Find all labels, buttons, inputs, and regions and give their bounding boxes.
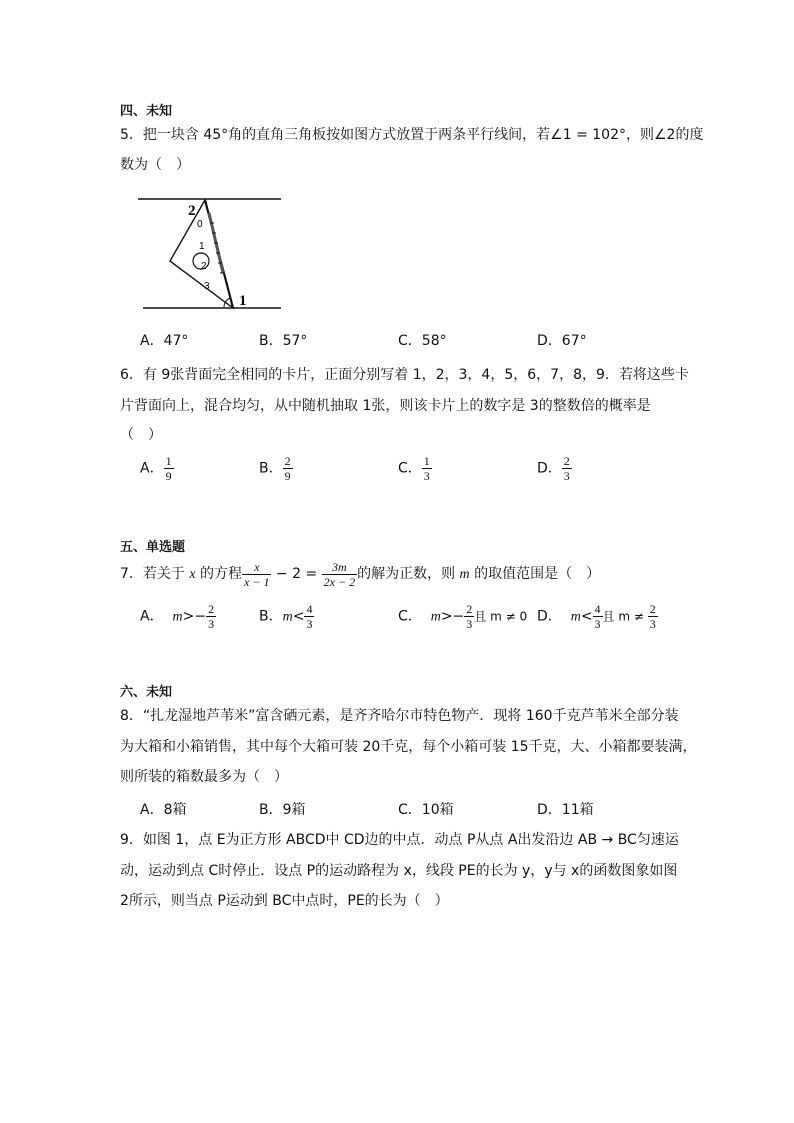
question-6-line-3: （ ） xyxy=(120,427,162,443)
relation: < xyxy=(580,608,593,625)
option-text: 10箱 xyxy=(421,802,454,818)
option-letter: D． xyxy=(537,460,562,477)
option-fraction: $\frac{4}{3}$ xyxy=(594,602,601,631)
option-b[interactable] xyxy=(259,330,307,350)
option-a[interactable] xyxy=(140,799,187,819)
math-var: m xyxy=(459,567,470,582)
relation: < xyxy=(292,608,305,625)
option-c[interactable] xyxy=(398,799,454,819)
option-letter: C． xyxy=(398,802,422,818)
right-triangle xyxy=(170,200,233,308)
option-letter: C． xyxy=(398,608,422,625)
option-letter: B． xyxy=(259,802,283,818)
option-letter: B． xyxy=(259,333,283,349)
option-d[interactable] xyxy=(537,454,572,483)
option-fraction: $\frac{2}{9}$ xyxy=(284,454,291,483)
option-text: 47° xyxy=(163,333,189,349)
question-8-line-1: 8．“扎龙湿地芦苇米”富含硒元素，是齐齐哈尔市特色物产．现将 160千克芦苇米全部分装 xyxy=(120,708,679,724)
option-letter: A． xyxy=(140,608,164,625)
question-9-line-3: 2所示，则当点 P运动到 BC中点时，PE的长为（ ） xyxy=(120,893,449,909)
option-text: 67° xyxy=(561,333,587,349)
question-5-line-2: 数为（ ） xyxy=(120,157,190,173)
option-fraction: $\frac{2}{3}$ xyxy=(563,454,570,483)
relation: >− xyxy=(182,608,207,625)
option-fraction: $\frac{2}{3}$ xyxy=(649,602,656,631)
math-var: m xyxy=(570,609,581,625)
option-fraction: $\frac{2}{3}$ xyxy=(208,602,215,631)
tick-label: 0 xyxy=(197,219,203,230)
option-a[interactable] xyxy=(140,454,174,483)
math-var: m xyxy=(430,609,441,625)
option-b[interactable] xyxy=(259,799,306,819)
option-c[interactable] xyxy=(398,330,447,350)
question-text: 7．若关于 xyxy=(120,566,190,582)
option-letter: A． xyxy=(140,802,164,818)
math-var: m xyxy=(282,609,293,625)
option-text: 11箱 xyxy=(561,802,594,818)
math-var: m xyxy=(172,609,183,625)
question-text: 的方程 xyxy=(195,566,243,582)
option-c[interactable] xyxy=(398,602,527,631)
section-heading: 四、未知 xyxy=(120,104,173,119)
relation: >− xyxy=(440,608,465,625)
section-heading: 五、单选题 xyxy=(120,540,186,555)
option-d[interactable] xyxy=(537,602,658,631)
angle-2-label: 2 xyxy=(188,203,196,219)
question-9-line-2: 动，运动到点 C时停止．设点 P的运动路程为 x，线段 PE的长为 y，y与 x的函数图象如图 xyxy=(120,863,678,879)
math-var: x xyxy=(189,567,196,582)
question-7 xyxy=(120,556,600,593)
equation-fraction: $\frac{x}{x - 1}$ xyxy=(244,559,270,589)
option-letter: D． xyxy=(537,802,562,818)
option-fraction: $\frac{1}{9}$ xyxy=(165,454,172,483)
tick-label: 2 xyxy=(201,261,207,272)
question-8-line-2: 为大箱和小箱销售，其中每个大箱可装 20千克，每个小箱可装 15千克，大、小箱都要装满， xyxy=(120,739,697,755)
equation-fraction: $\frac{3m}{2x - 2}$ xyxy=(323,559,356,589)
question-text: − 2 = xyxy=(271,566,322,582)
option-text: 58° xyxy=(421,333,447,349)
question-text: 的取值范围是（ ） xyxy=(469,566,601,582)
question-6-line-1: 6．有 9张背面完全相同的卡片，正面分别写着 1，2，3，4，5，6，7，8，9．若将这些卡 xyxy=(120,367,689,383)
tick-label: 3 xyxy=(204,281,210,292)
question-6-line-2: 片背面向上，混合均匀，从中随机抽取 1张，则该卡片上的数字是 3的整数倍的概率是 xyxy=(120,398,651,414)
option-letter: B． xyxy=(259,608,283,625)
option-fraction: $\frac{2}{3}$ xyxy=(466,602,473,631)
question-5-line-1: 5．把一块含 45°角的直角三角板按如图方式放置于两条平行线间，若∠1 = 102°，则∠2的度 xyxy=(120,127,704,143)
option-a[interactable] xyxy=(140,602,216,631)
option-fraction: $\frac{4}{3}$ xyxy=(306,602,313,631)
option-tail: 且 m ≠ 0 xyxy=(474,609,528,624)
section-heading: 六、未知 xyxy=(120,685,173,700)
option-c[interactable] xyxy=(398,454,432,483)
option-letter: B． xyxy=(259,460,283,477)
option-text: 8箱 xyxy=(163,802,187,818)
option-b[interactable] xyxy=(259,454,293,483)
option-a[interactable] xyxy=(140,330,188,350)
option-tail: 且 m ≠ xyxy=(602,609,648,624)
tick-label: 1 xyxy=(199,241,205,252)
option-letter: A． xyxy=(140,333,164,349)
option-b[interactable] xyxy=(259,602,314,631)
option-text: 57° xyxy=(282,333,308,349)
triangle-ruler-figure xyxy=(138,193,283,315)
question-8-line-3: 则所装的箱数最多为（ ） xyxy=(120,769,288,785)
option-fraction: $\frac{1}{3}$ xyxy=(423,454,430,483)
option-text: 9箱 xyxy=(282,802,306,818)
option-letter: A． xyxy=(140,460,164,477)
option-letter: C． xyxy=(398,333,422,349)
option-letter: D． xyxy=(537,333,562,349)
question-9-line-1: 9．如图 1，点 E为正方形 ABCD中 CD边的中点．动点 P从点 A出发沿边 AB → BC匀速运 xyxy=(120,832,679,848)
option-letter: C． xyxy=(398,460,422,477)
option-d[interactable] xyxy=(537,799,594,819)
question-text: 的解为正数，则 xyxy=(357,566,460,582)
option-d[interactable] xyxy=(537,330,587,350)
angle-1-label: 1 xyxy=(239,293,247,309)
option-letter: D． xyxy=(537,608,562,625)
